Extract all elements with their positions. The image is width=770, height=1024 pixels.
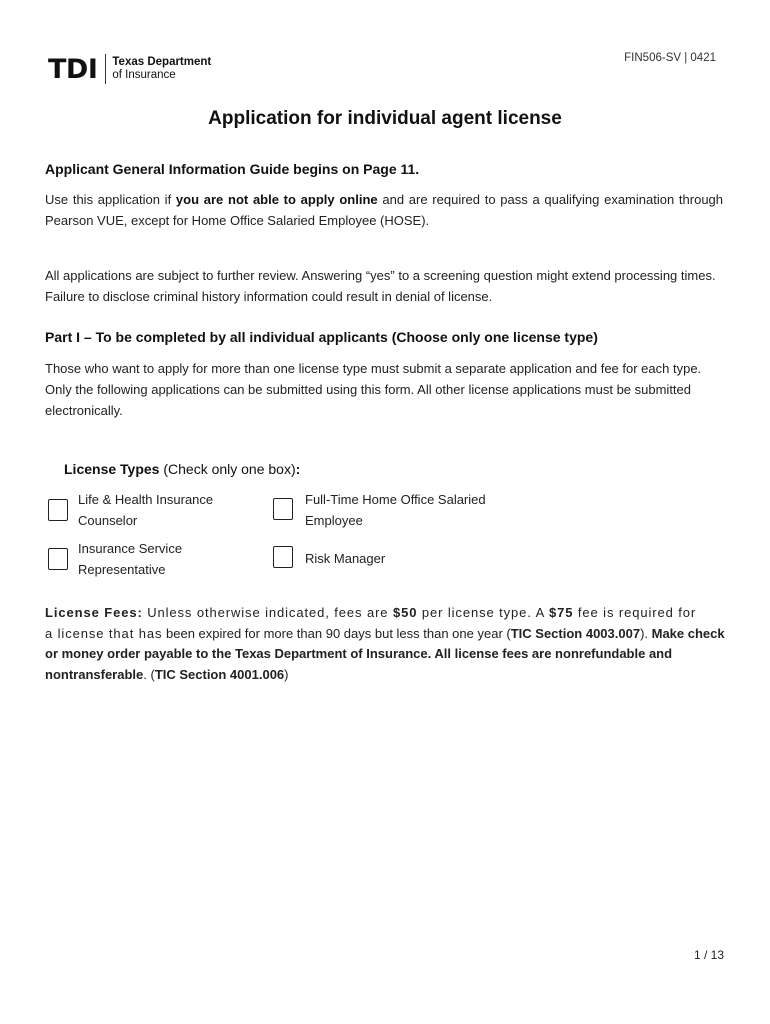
guide-paragraph-1 (45, 189, 723, 231)
license-fees-paragraph (45, 603, 729, 685)
option-label-line-1: Life & Health Insurance (78, 492, 214, 507)
checkbox-life-health-counselor[interactable] (48, 499, 68, 521)
fees-text-6: ). (640, 625, 652, 641)
page-title: Application for individual agent license (208, 108, 562, 129)
tic-citation-4003: TIC Section 4003.007 (510, 625, 641, 641)
license-types-hint: (Check only one box) (159, 461, 296, 477)
checkbox-home-office-salaried-employee[interactable] (273, 498, 293, 520)
fees-text-1: Unless otherwise indicated, fees are (142, 605, 393, 620)
part1-heading: Part I – To be completed by all individual applicants (Choose only one license type) (45, 329, 598, 345)
logo-line-2: of Insurance (112, 69, 176, 81)
fees-text-3: fee is required for (573, 605, 697, 620)
fees-text-7: . ( (143, 666, 155, 682)
fees-text-8: ) (284, 666, 289, 682)
logo-divider (105, 54, 106, 84)
payment-statement: Make check or money order payable to the Texas Department of Insurance. All license fees are nonrefundable and nontransferable (45, 625, 725, 682)
fees-label: License Fees: (45, 605, 143, 620)
logo-mark: TDI (48, 53, 98, 85)
license-types-label: License Types (64, 461, 160, 477)
license-types-colon: : (295, 461, 301, 477)
fees-text-5: been expired for more than 90 days but less than one year ( (162, 625, 511, 641)
tic-citation-4001: TIC Section 4001.006 (154, 666, 285, 682)
checkbox-insurance-service-representative[interactable] (48, 548, 68, 570)
page-number: 1 / 13 (693, 948, 724, 962)
p1-bold: you are not able to apply online (175, 192, 378, 207)
fees-text-4: a license that has (45, 625, 163, 641)
option-label-line-1: Risk Manager (305, 551, 386, 566)
option-life-health-counselor (78, 489, 213, 531)
form-id: FIN506-SV | 0421 (624, 52, 716, 64)
option-label-line-2: Counselor (78, 513, 138, 528)
p1-text-b: and are required to pass a qualifying examination through Pearson VUE, except for Home Office Salaried Employee (HOSE). (45, 192, 724, 228)
fee-50: $50 (392, 605, 418, 620)
license-types-title (64, 461, 300, 477)
part1-paragraph: Those who want to apply for more than one license type must submit a separate application and fee for each type. Only the following applications can be submitted using this form. All other license applications must be submitted electronically. (45, 361, 702, 418)
option-risk-manager (305, 548, 385, 569)
logo-line-1: Texas Department (112, 56, 212, 68)
tdi-logo (48, 52, 211, 86)
checkbox-risk-manager[interactable] (273, 546, 293, 568)
fees-text-2: per license type. A (417, 605, 549, 620)
option-label-line-1: Full-Time Home Office Salaried (305, 492, 486, 507)
option-label-line-1: Insurance Service (78, 541, 183, 556)
option-insurance-service-representative (78, 538, 182, 580)
option-label-line-2: Representative (78, 562, 166, 577)
p1-text-a: Use this application if (45, 192, 176, 207)
guide-heading: Applicant General Information Guide begins on Page 11. (45, 161, 420, 177)
logo-text (112, 56, 211, 82)
fee-75: $75 (548, 605, 574, 620)
guide-paragraph-2: All applications are subject to further review. Answering “yes” to a screening question might extend processing times. Failure to disclose criminal history information could result in denial of license. (45, 268, 716, 304)
option-label-line-2: Employee (305, 513, 363, 528)
option-home-office-salaried-employee (305, 489, 486, 531)
